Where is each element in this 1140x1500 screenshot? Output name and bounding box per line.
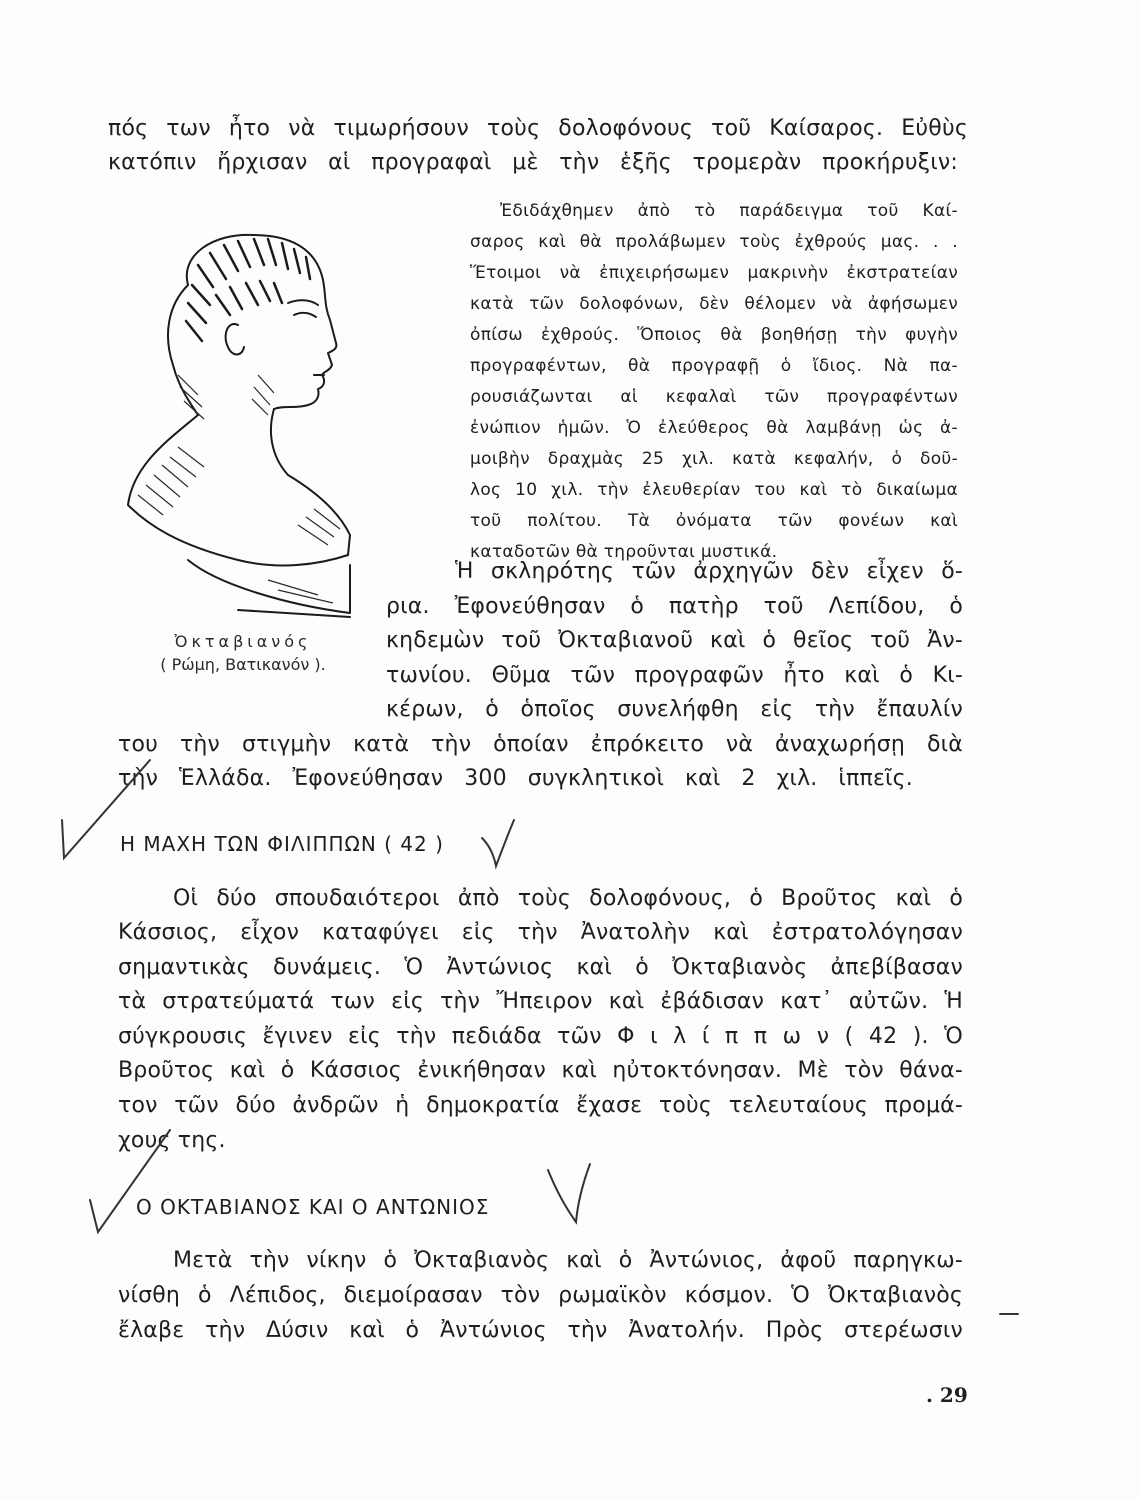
octavian-bust-illustration <box>118 225 368 625</box>
text-line: σημαντικὰς δυνάμεις. Ὁ Ἀντώνιος καὶ ὁ Ὀκταβιανὸς ἀπεβίβασαν <box>118 955 963 980</box>
text-line: τὰ στρατεύματά των εἰς τὴν Ἤπειρον καὶ ἐβάδισαν κατ᾽ αὐτῶν. Ἡ <box>118 989 963 1014</box>
text-line: του τὴν στιγμὴν κατὰ τὴν ὁποίαν ἐπρόκειτο νὰ ἀναχωρήσῃ διὰ <box>118 732 963 757</box>
text-line: κέρων, ὁ ὁποῖος συνελήφθη εἰς τὴν ἔπαυλίν <box>386 697 963 722</box>
quote-line: λος 10 χιλ. τὴν ἐλευθερίαν του καὶ τὸ δικαίωμα <box>470 480 958 500</box>
text-line: κηδεμὼν τοῦ Ὀκταβιανοῦ καὶ ὁ θεῖος τοῦ Ἀν- <box>386 628 963 653</box>
text-line: τον τῶν δύο ἀνδρῶν ἡ δημοκρατία ἔχασε τοὺς τελευταίους προμά- <box>118 1093 963 1118</box>
quote-line: Ἐδιδάχθημεν ἀπὸ τὸ παράδειγμα τοῦ Καί- <box>500 201 958 221</box>
text-line: Κάσσιος, εἶχον καταφύγει εἰς τὴν Ἀνατολὴν καὶ ἐστρατολόγησαν <box>118 920 963 945</box>
text-line: τωνίου. Θῦμα τῶν προγραφῶν ἦτο καὶ ὁ Κι- <box>386 663 963 688</box>
quote-line: ὀπίσω ἐχθρούς. Ὅποιος θὰ βοηθήσῃ τὴν φυγὴν <box>470 325 958 345</box>
quote-line: σαρος καὶ θὰ προλάβωμεν τοὺς ἐχθρούς μας. . . <box>470 232 958 252</box>
quote-line: καταδοτῶν θὰ τηροῦνται μυστικά. <box>470 542 778 562</box>
text-line: ἔλαβε τὴν Δύσιν καὶ ὁ Ἀντώνιος τὴν Ἀνατολήν. Πρὸς στερέωσιν <box>118 1318 963 1343</box>
text-line: πός των ἦτο νὰ τιμωρήσουν τοὺς δολοφόνους τοῦ Καίσαρος. Εὐθὺς <box>108 116 968 141</box>
text-line: κατόπιν ἤρχισαν αἱ προγραφαὶ μὲ τὴν ἑξῆς τρομερὰν προκήρυξιν: <box>108 150 958 175</box>
text-line: χους της. <box>118 1128 226 1153</box>
quote-line: ἐνώπιον ἡμῶν. Ὁ ἐλεύθερος θὰ λαμβάνῃ ὡς ἀ- <box>470 418 958 438</box>
section-heading-philippi: Η ΜΑΧΗ ΤΩΝ ΦΙΛΙΠΠΩΝ ( 42 ) <box>120 832 444 856</box>
figure-caption <box>118 632 368 674</box>
text-line: Μετὰ τὴν νίκην ὁ Ὀκταβιανὸς καὶ ὁ Ἀντώνιος, ἀφοῦ παρηγκω- <box>173 1248 963 1273</box>
text-line: ρια. Ἐφονεύθησαν ὁ πατὴρ τοῦ Λεπίδου, ὁ <box>386 594 963 619</box>
text-line: νίσθη ὁ Λέπιδος, διεμοίρασαν τὸν ρωμαϊκὸν κόσμον. Ὁ Ὀκταβιανὸς <box>118 1283 963 1308</box>
text-line: Βροῦτος καὶ ὁ Κάσσιος ἐνικήθησαν καὶ ηὐτοκτόνησαν. Μὲ τὸν θάνα- <box>118 1058 963 1083</box>
text-line: τὴν Ἑλλάδα. Ἐφονεύθησαν 300 συγκλητικοὶ καὶ 2 χιλ. ἱππεῖς. <box>118 766 913 791</box>
quote-line: προγραφέντων, θὰ προγραφῇ ὁ ἴδιος. Νὰ πα- <box>470 356 958 376</box>
text-line: Ἡ σκληρότης τῶν ἀρχηγῶν δὲν εἶχεν ὅ- <box>455 559 963 584</box>
quote-line: ρουσιάζωνται αἱ κεφαλαὶ τῶν προγραφέντων <box>470 387 958 407</box>
text-line: Οἱ δύο σπουδαιότεροι ἀπὸ τοὺς δολοφόνους, ὁ Βροῦτος καὶ ὁ <box>173 886 963 911</box>
caption-location: ( Ρώμη, Βατικανόν ). <box>160 655 326 674</box>
quote-line: Ἕτοιμοι νὰ ἐπιχειρήσωμεν μακρινὴν ἐκστρατείαν <box>470 263 958 283</box>
text-line: σύγκρουσις ἔγινεν εἰς τὴν πεδιάδα τῶν Φ ι λ ί π π ω ν ( 42 ). Ὁ <box>118 1024 963 1049</box>
section-heading-octavian-antonius: Ο ΟΚΤΑΒΙΑΝΟΣ ΚΑΙ Ο ΑΝΤΩΝΙΟΣ <box>136 1195 490 1219</box>
page-number: . 29 <box>926 1383 968 1407</box>
quote-line: μοιβὴν δραχμὰς 25 χιλ. κατὰ κεφαλήν, ὁ δοῦ- <box>470 449 958 469</box>
quote-line: τοῦ πολίτου. Τὰ ὀνόματα τῶν φονέων καὶ <box>470 511 958 531</box>
caption-title: Ὀκταβιανός <box>174 632 312 651</box>
quote-line: κατὰ τῶν δολοφόνων, δὲν θέλομεν νὰ ἀφήσωμεν <box>470 294 958 314</box>
